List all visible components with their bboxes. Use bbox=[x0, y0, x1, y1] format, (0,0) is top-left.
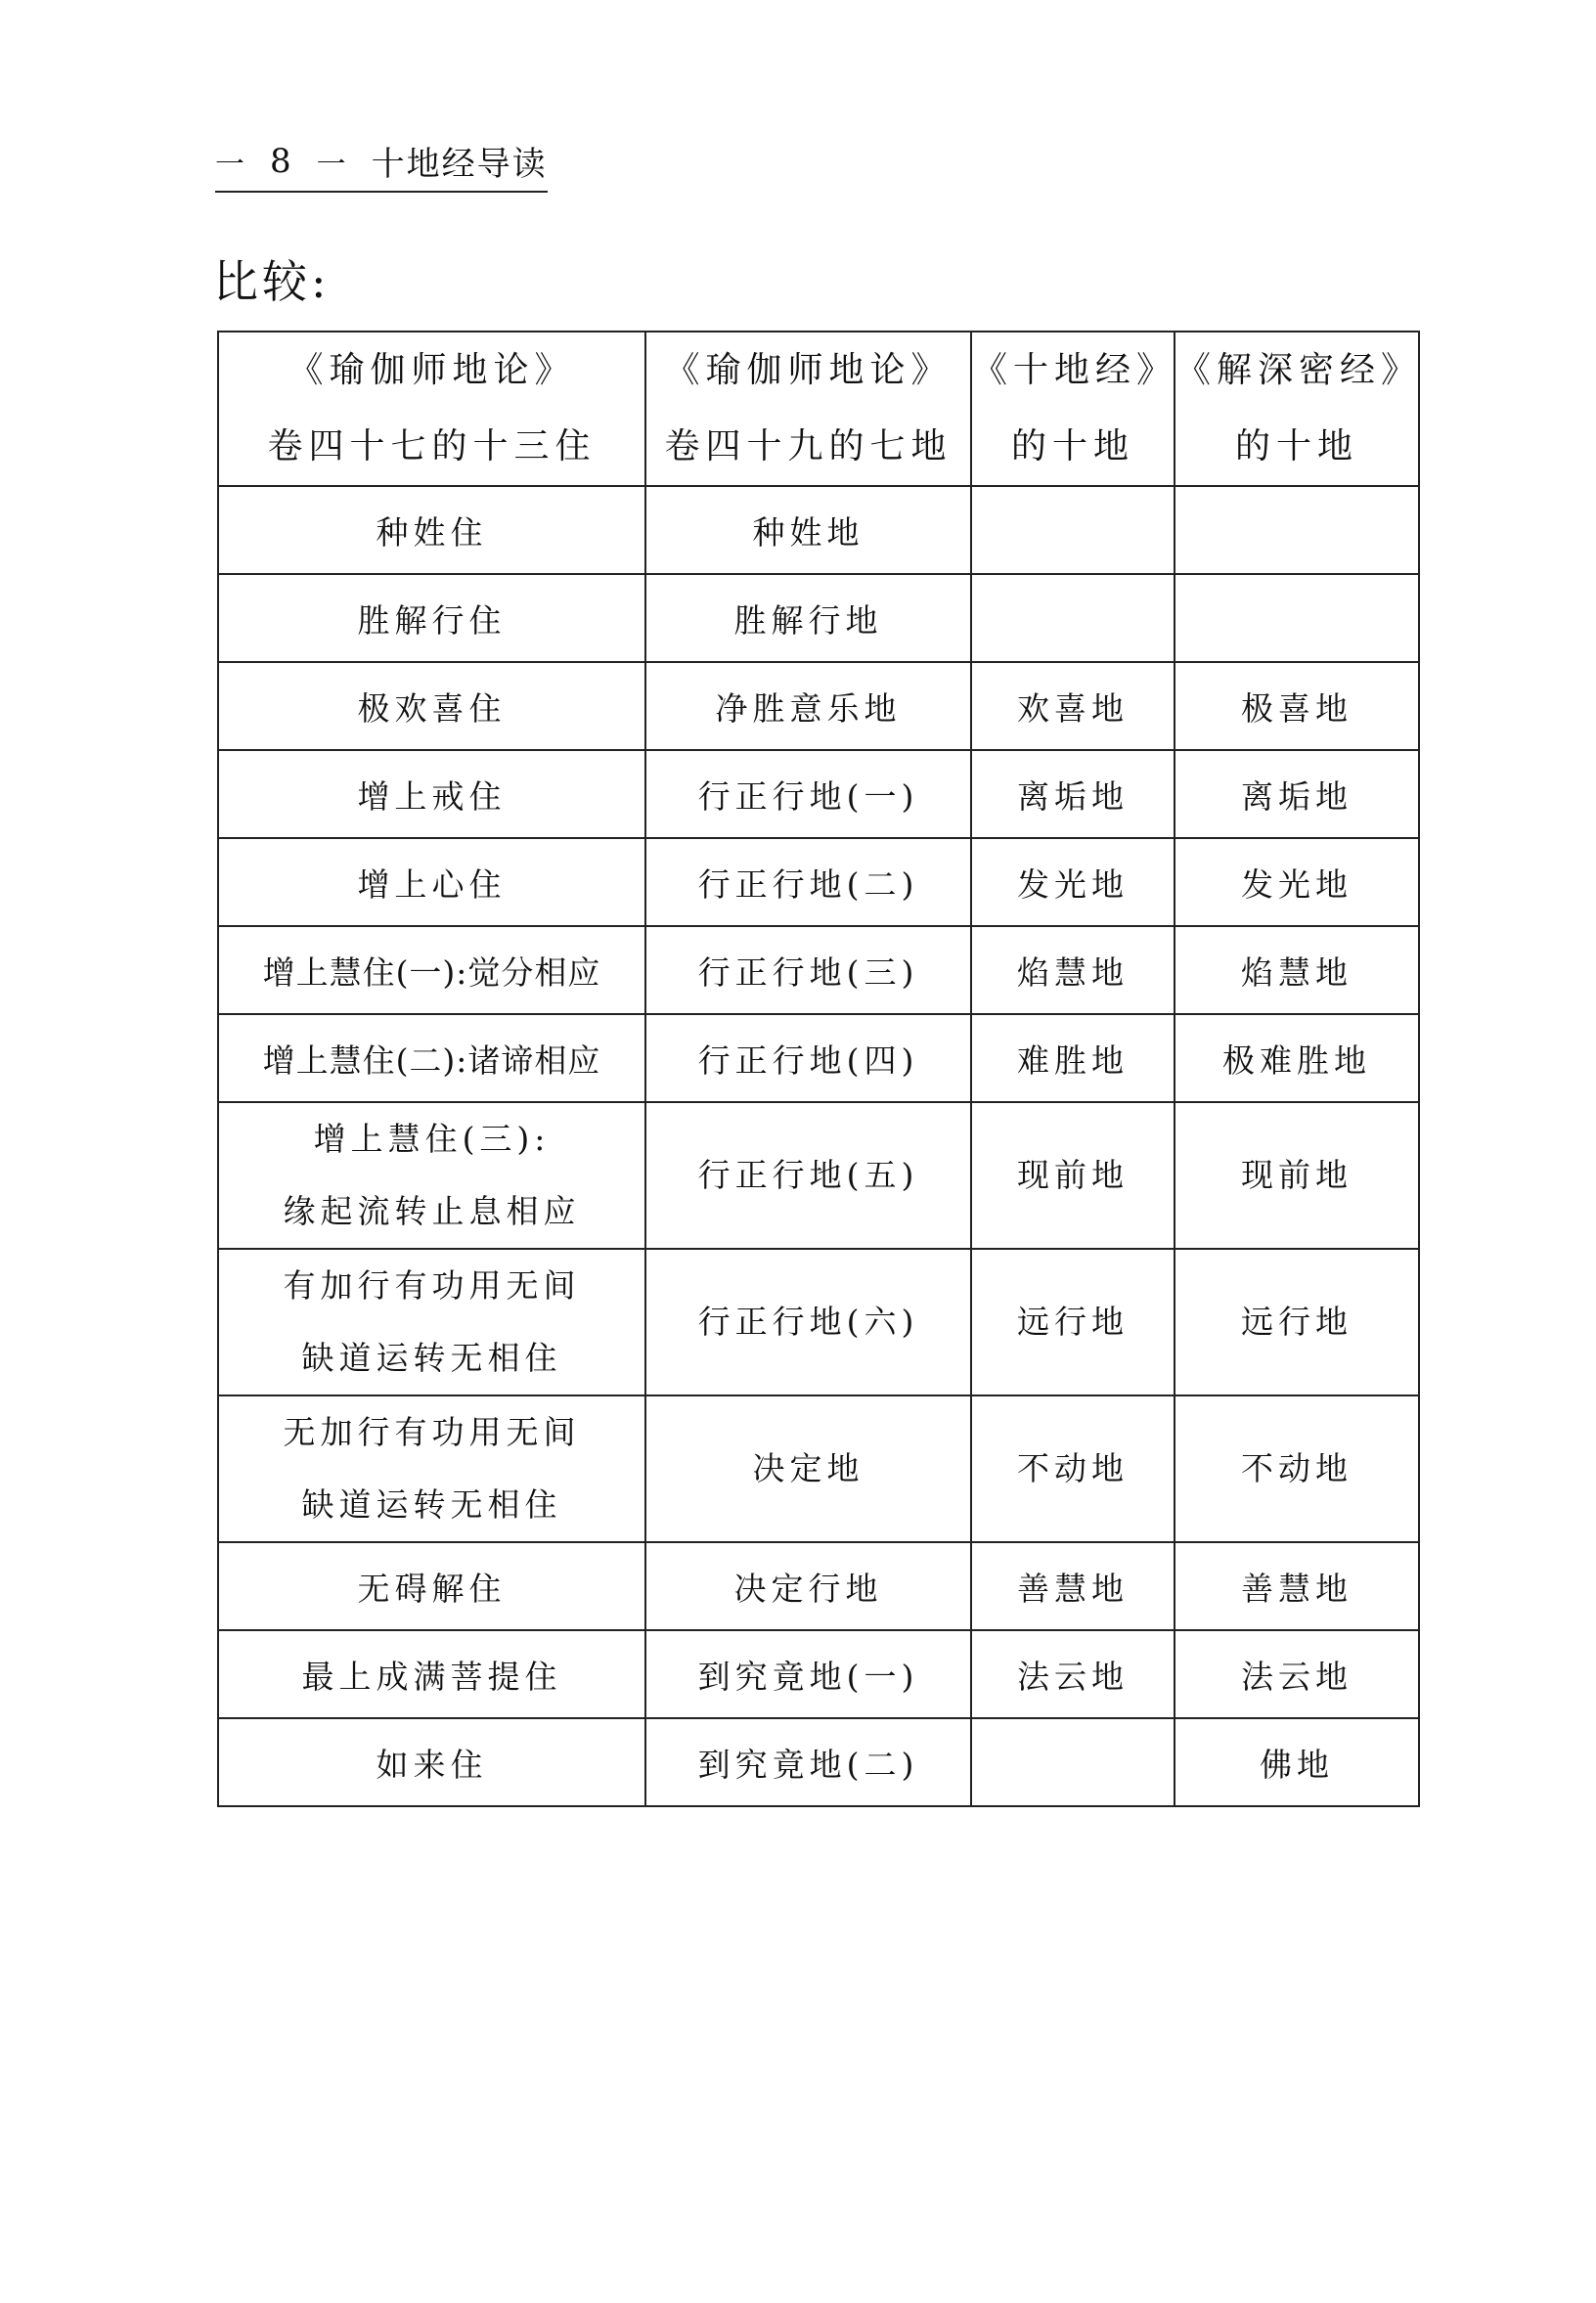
cell-samdhinirmocana-ground: 法云地 bbox=[1175, 1630, 1419, 1718]
cell-seven-grounds: 决定地 bbox=[645, 1395, 971, 1542]
cell-thirteen-abodes bbox=[218, 1630, 645, 1718]
table-row bbox=[218, 750, 1419, 838]
cell-thirteen-abodes bbox=[218, 662, 645, 750]
cell-samdhinirmocana-ground: 善慧地 bbox=[1175, 1542, 1419, 1630]
header-dash-left: 一 bbox=[215, 147, 244, 182]
cell-samdhinirmocana-ground: 现前地 bbox=[1175, 1102, 1419, 1249]
column-header-line: 卷四十七的十三住 bbox=[267, 426, 597, 466]
cell-dasabhumika-ground bbox=[971, 574, 1175, 662]
cell-dasabhumika-ground: 焰慧地 bbox=[971, 926, 1175, 1014]
cell-dasabhumika-ground: 欢喜地 bbox=[971, 662, 1175, 750]
running-head bbox=[215, 137, 548, 193]
table-header-row bbox=[218, 332, 1419, 486]
cell-dasabhumika-ground: 难胜地 bbox=[971, 1014, 1175, 1102]
cell-thirteen-abodes bbox=[218, 1014, 645, 1102]
table-body bbox=[218, 486, 1419, 1806]
cell-samdhinirmocana-ground: 离垢地 bbox=[1175, 750, 1419, 838]
column-header-line: 《解深密经》 bbox=[1175, 350, 1423, 390]
cell-thirteen-abodes bbox=[218, 838, 645, 926]
cell-line: 缺道运转无相住 bbox=[301, 1339, 562, 1377]
cell-seven-grounds: 行正行地(四) bbox=[645, 1014, 971, 1102]
cell-line: 无加行有功用无间 bbox=[283, 1413, 581, 1451]
column-header-samdhinirmocana bbox=[1175, 332, 1423, 486]
cell-line: 缺道运转无相住 bbox=[301, 1485, 562, 1524]
cell-dasabhumika-ground: 离垢地 bbox=[971, 750, 1175, 838]
cell-thirteen-abodes bbox=[218, 486, 645, 574]
cell-samdhinirmocana-ground bbox=[1175, 486, 1419, 574]
cell-samdhinirmocana-ground: 佛地 bbox=[1175, 1718, 1419, 1806]
cell-dasabhumika-ground: 法云地 bbox=[971, 1630, 1175, 1718]
cell-thirteen-abodes bbox=[218, 1102, 645, 1249]
cell-seven-grounds: 到究竟地(一) bbox=[645, 1630, 971, 1718]
table-row bbox=[218, 1718, 1419, 1806]
cell-dasabhumika-ground bbox=[971, 486, 1175, 574]
cell-thirteen-abodes bbox=[218, 574, 645, 662]
cell-seven-grounds: 到究竟地(二) bbox=[645, 1718, 971, 1806]
cell-line: 胜解行住 bbox=[357, 600, 507, 640]
cell-line: 增上慧住(三): bbox=[313, 1120, 551, 1158]
cell-samdhinirmocana-ground bbox=[1175, 574, 1419, 662]
cell-samdhinirmocana-ground: 发光地 bbox=[1175, 838, 1419, 926]
cell-thirteen-abodes bbox=[218, 1395, 645, 1542]
cell-line: 种姓住 bbox=[376, 512, 488, 552]
column-header-line: 卷四十九的七地 bbox=[664, 426, 953, 466]
cell-line: 极欢喜住 bbox=[357, 688, 507, 728]
cell-seven-grounds: 决定行地 bbox=[645, 1542, 971, 1630]
table-row bbox=[218, 662, 1419, 750]
table-row bbox=[218, 1395, 1419, 1542]
table-row bbox=[218, 1102, 1419, 1249]
table-row bbox=[218, 926, 1419, 1014]
column-header-line: 《瑜伽师地论》 bbox=[288, 350, 576, 390]
cell-seven-grounds: 种姓地 bbox=[645, 486, 971, 574]
cell-line: 增上心住 bbox=[357, 864, 507, 904]
cell-thirteen-abodes bbox=[218, 1718, 645, 1806]
cell-line: 有加行有功用无间 bbox=[283, 1266, 581, 1305]
table-row bbox=[218, 1542, 1419, 1630]
cell-seven-grounds: 行正行地(五) bbox=[645, 1102, 971, 1249]
cell-line: 如来住 bbox=[376, 1745, 488, 1784]
book-title: 十地经导读 bbox=[371, 145, 548, 184]
cell-dasabhumika-ground: 现前地 bbox=[971, 1102, 1175, 1249]
cell-seven-grounds: 行正行地(三) bbox=[645, 926, 971, 1014]
cell-dasabhumika-ground: 善慧地 bbox=[971, 1542, 1175, 1630]
cell-samdhinirmocana-ground: 极喜地 bbox=[1175, 662, 1419, 750]
cell-seven-grounds: 行正行地(一) bbox=[645, 750, 971, 838]
page-number: 8 bbox=[270, 141, 291, 181]
section-label: 比较: bbox=[213, 255, 331, 308]
column-header-line: 《瑜伽师地论》 bbox=[664, 350, 953, 390]
column-header-yogacara-13 bbox=[218, 332, 645, 486]
table-row bbox=[218, 838, 1419, 926]
cell-samdhinirmocana-ground: 极难胜地 bbox=[1175, 1014, 1419, 1102]
column-header-line: 《十地经》 bbox=[972, 350, 1178, 390]
cell-line: 最上成满菩提住 bbox=[301, 1657, 562, 1696]
cell-dasabhumika-ground: 不动地 bbox=[971, 1395, 1175, 1542]
cell-dasabhumika-ground: 发光地 bbox=[971, 838, 1175, 926]
table-row bbox=[218, 1249, 1419, 1395]
comparison-table bbox=[217, 331, 1423, 1807]
column-header-line: 的十地 bbox=[1010, 426, 1134, 466]
cell-seven-grounds: 净胜意乐地 bbox=[645, 662, 971, 750]
cell-seven-grounds: 胜解行地 bbox=[645, 574, 971, 662]
cell-line: 增上慧住(一):觉分相应 bbox=[262, 952, 601, 992]
cell-thirteen-abodes bbox=[218, 926, 645, 1014]
column-header-dasabhumika bbox=[971, 332, 1178, 486]
table-row bbox=[218, 1014, 1419, 1102]
column-header-line: 的十地 bbox=[1234, 426, 1358, 466]
cell-samdhinirmocana-ground: 不动地 bbox=[1175, 1395, 1419, 1542]
cell-thirteen-abodes bbox=[218, 1249, 645, 1395]
cell-seven-grounds: 行正行地(二) bbox=[645, 838, 971, 926]
cell-seven-grounds: 行正行地(六) bbox=[645, 1249, 971, 1395]
cell-samdhinirmocana-ground: 远行地 bbox=[1175, 1249, 1419, 1395]
table-row bbox=[218, 1630, 1419, 1718]
header-dash-right: 一 bbox=[316, 147, 346, 182]
cell-dasabhumika-ground bbox=[971, 1718, 1175, 1806]
cell-dasabhumika-ground: 远行地 bbox=[971, 1249, 1175, 1395]
cell-line: 增上慧住(二):诸谛相应 bbox=[262, 1041, 601, 1080]
column-header-yogacara-7 bbox=[645, 332, 971, 486]
table-row bbox=[218, 486, 1419, 574]
table-row bbox=[218, 574, 1419, 662]
cell-line: 无碍解住 bbox=[357, 1569, 507, 1608]
cell-thirteen-abodes bbox=[218, 750, 645, 838]
cell-line: 增上戒住 bbox=[357, 776, 507, 816]
cell-thirteen-abodes bbox=[218, 1542, 645, 1630]
cell-samdhinirmocana-ground: 焰慧地 bbox=[1175, 926, 1419, 1014]
cell-line: 缘起流转止息相应 bbox=[283, 1192, 581, 1230]
